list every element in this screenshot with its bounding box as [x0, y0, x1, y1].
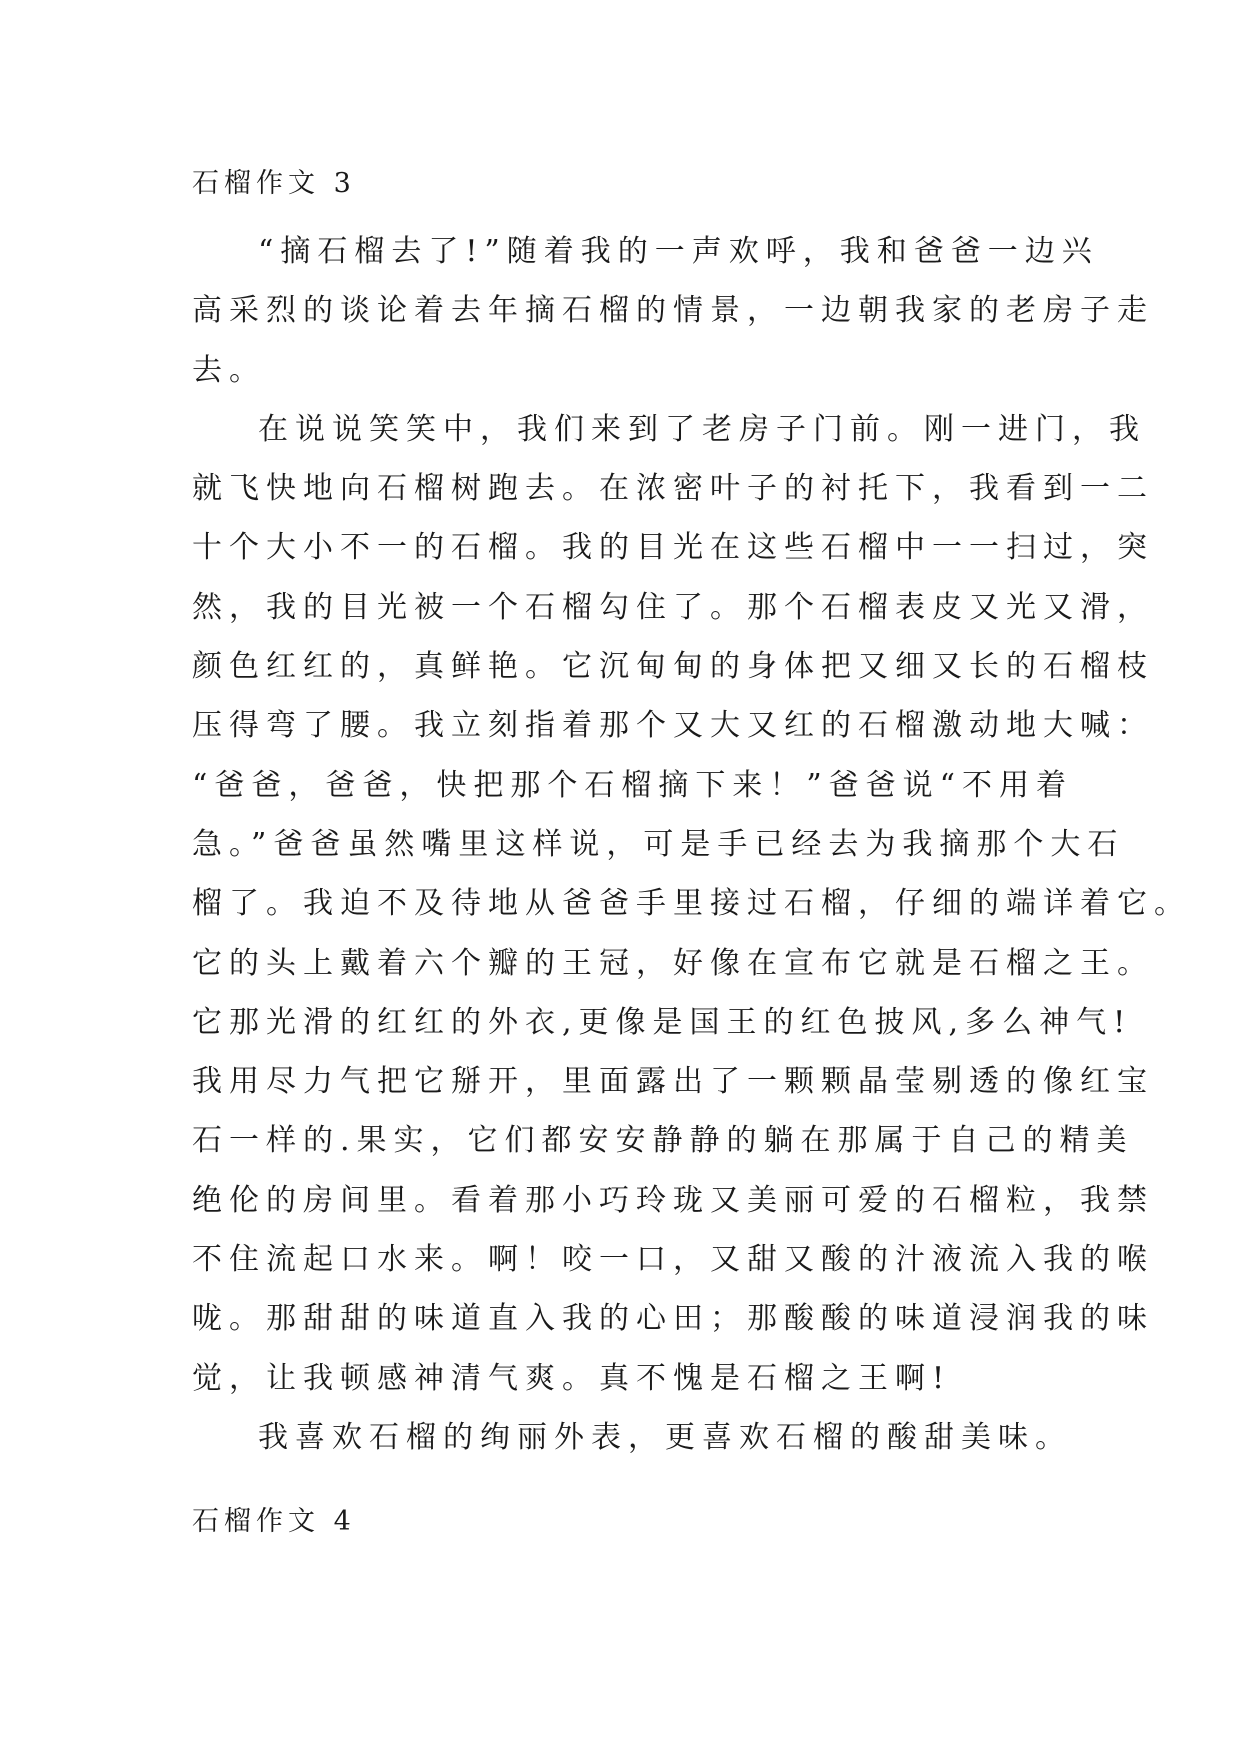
text-line: 绝伦的房间里。看着那小巧玲珑又美丽可爱的石榴粒，我禁 — [192, 1182, 1154, 1218]
text-line: 咙。那甜甜的味道直入我的心田；那酸酸的味道浸润我的味 — [192, 1301, 1154, 1337]
text-line: 十个大小不一的石榴。我的目光在这些石榴中一一扫过，突 — [192, 530, 1154, 566]
paragraph-1 — [192, 222, 1154, 400]
section-title-4: 石榴作文 4 — [192, 1506, 356, 1537]
text-line: 急。”爸爸虽然嘴里这样说，可是手已经去为我摘那个大石 — [192, 826, 1125, 862]
paragraph-3 — [192, 1408, 1072, 1467]
text-line: 我喜欢石榴的绚丽外表，更喜欢石榴的酸甜美味。 — [258, 1419, 1072, 1455]
section-title-3: 石榴作文 3 — [192, 168, 356, 199]
text-line: 它的头上戴着六个瓣的王冠，好像在宣布它就是石榴之王。 — [192, 945, 1154, 981]
text-line: 高采烈的谈论着去年摘石榴的情景，一边朝我家的老房子走 — [192, 293, 1154, 329]
text-line: 在说说笑笑中，我们来到了老房子门前。刚一进门，我 — [258, 411, 1146, 447]
text-line: “爸爸，爸爸，快把那个石榴摘下来！”爸爸说“不用着 — [192, 767, 1074, 803]
text-line: 压得弯了腰。我立刻指着那个又大又红的石榴激动地大喊： — [192, 708, 1154, 744]
text-line: 不住流起口水来。啊！咬一口，又甜又酸的汁液流入我的喉 — [192, 1242, 1154, 1278]
text-line: 然，我的目光被一个石榴勾住了。那个石榴表皮又光又滑， — [192, 589, 1154, 625]
text-line: 就飞快地向石榴树跑去。在浓密叶子的衬托下，我看到一二 — [192, 471, 1154, 507]
text-line: 石一样的.果实，它们都安安静静的躺在那属于自己的精美 — [192, 1123, 1134, 1159]
text-line: 它那光滑的红红的外衣,更像是国王的红色披风,多么神气! — [192, 1004, 1133, 1040]
essay-body — [192, 222, 1191, 1467]
text-line: “摘石榴去了!”随着我的一声欢呼，我和爸爸一边兴 — [258, 234, 1099, 269]
text-line: 觉，让我顿感神清气爽。真不愧是石榴之王啊! — [192, 1360, 952, 1396]
text-line: 颜色红红的，真鲜艳。它沉甸甸的身体把又细又长的石榴枝 — [192, 649, 1154, 685]
text-line: 我用尽力气把它掰开，里面露出了一颗颗晶莹剔透的像红宝 — [192, 1064, 1154, 1100]
paragraph-2 — [192, 400, 1191, 1408]
text-line: 榴了。我迫不及待地从爸爸手里接过石榴，仔细的端详着它。 — [192, 886, 1191, 922]
text-line: 去。 — [192, 352, 266, 388]
